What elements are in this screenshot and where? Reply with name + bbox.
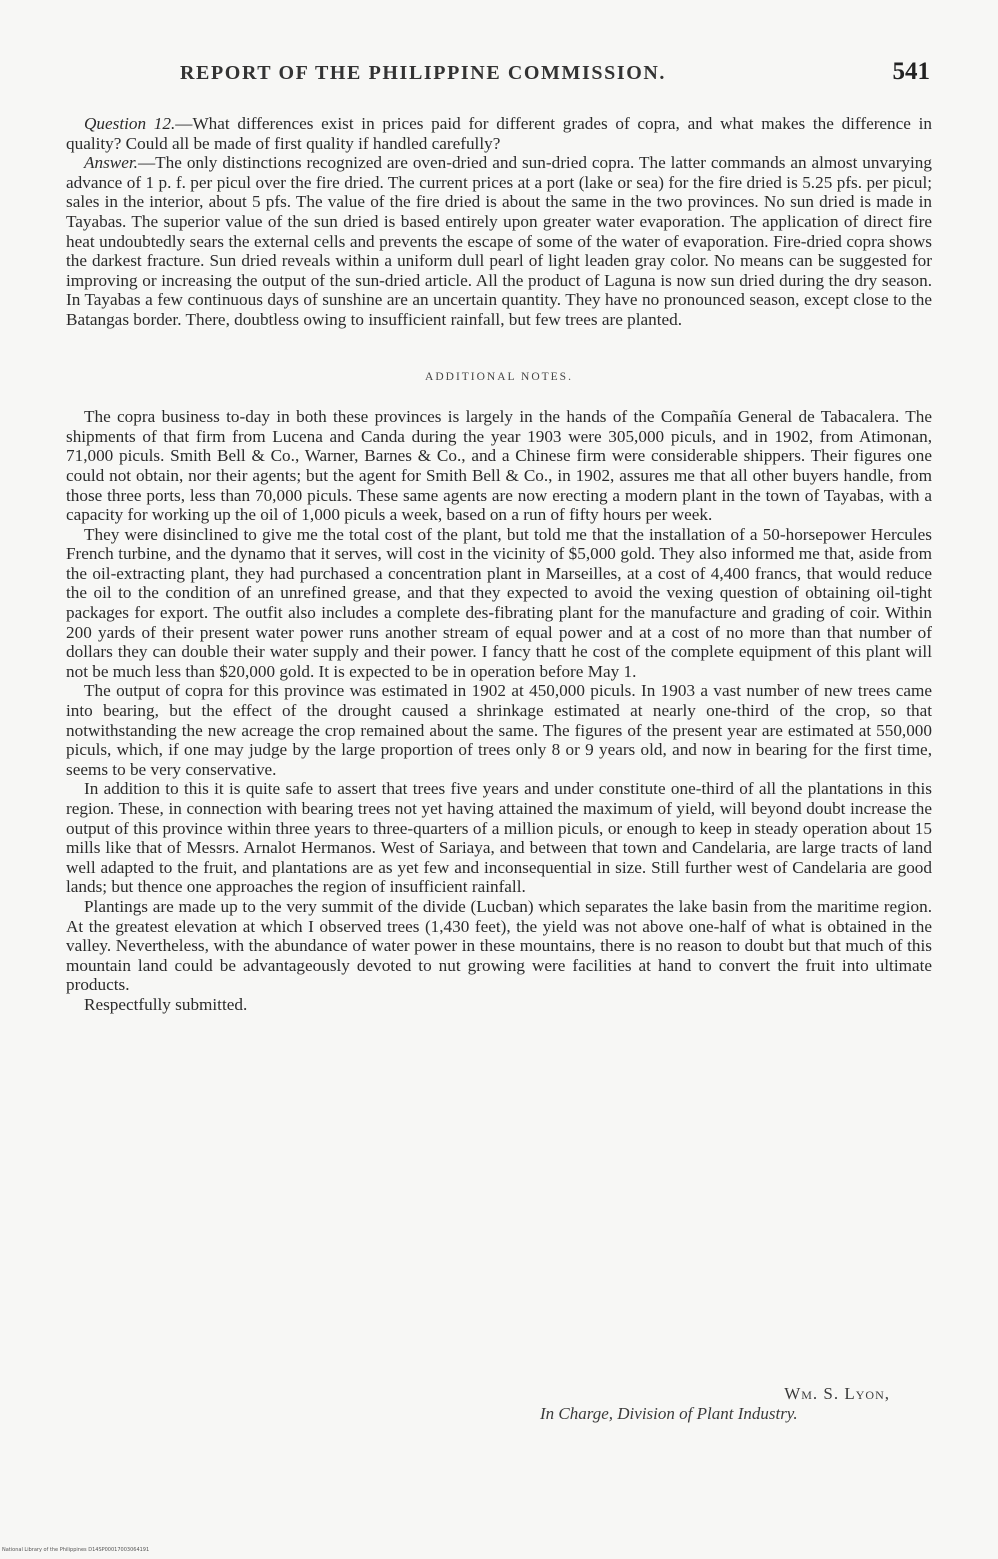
section-heading: ADDITIONAL NOTES. bbox=[425, 370, 573, 383]
question-text: —What differences exist in prices paid for different grades of copra, and what makes the difference in quality? Could all be made of first quality if handled carefully? bbox=[66, 114, 932, 153]
answer-paragraph bbox=[66, 153, 932, 329]
paragraph: In addition to this it is quite safe to assert that trees five years and under constitute one-third of all the plantations in this region. These, in connection with bearing trees not yet having attained the maximum of yield, will beyond doubt increase the output of this province within three years to three-quarters of a million piculs, or enough to keep in steady operation about 15 mills like that of Messrs. Arnalot Hermanos. West of Sariaya, and between that town and Candelaria, are large tracts of land well adapted to the fruit, and plantations are as yet few and inconsequential in size. Still further west of Candelaria are good lands; but thence one approaches the region of insufficient rainfall. bbox=[66, 779, 932, 897]
question-label: Question 12. bbox=[84, 114, 176, 133]
paragraph: Plantings are made up to the very summit of the divide (Lucban) which separates the lake basin from the maritime region. At the greatest elevation at which I observed trees (1,430 feet), the yield was not above one-half of what is obtained in the valley. Nevertheless, with the abundance of water power in these mountains, there is no reason to doubt but that much of this mountain land could be advantageously devoted to nut growing were facilities at hand to convert the fruit into ultimate products. bbox=[66, 896, 932, 995]
signatory-name: Wm. S. Lyon, bbox=[784, 1384, 890, 1403]
paragraph: The output of copra for this province was estimated in 1902 at 450,000 piculs. In 1903 a vast number of new trees came into bearing, but the effect of the drought caused a shrinkage estimated at nearly one-third of the crop, so that notwithstanding the new acreage the crop remained about the same. The figures of the present year are estimated at 550,000 piculs, which, if one may judge by the large proportion of trees only 8 or 9 years old, and now in bearing for the first time, seems to be very conservative. bbox=[66, 681, 932, 779]
closing-line: Respectfully submitted. bbox=[84, 994, 248, 1014]
answer-label: Answer. bbox=[84, 153, 138, 173]
paragraph: They were disinclined to give me the total cost of the plant, but told me that the installation of a 50-horsepower Hercules French turbine, and the dynamo that it serves, will cost in the vicinity of $5,000 gold. They also informed me that, aside from the oil-extracting plant, they had purchased a concentration plant in Marseilles, at a cost of 4,400 francs, that would reduce the oil to the condition of an unrefined grease, and that they expected to avoid the vexing question of obtaining oil-tight packages for export. The outfit also includes a complete des-fibrating plant for the manufacture and grading of coir. Within 200 yards of their present water power runs another stream of equal power and at a cost of no more than that number of dollars they can double their water supply and their power. I fancy thatt he cost of the complete equipment of this plant will not be much less than $20,000 gold. It is expected to be in operation before May 1. bbox=[66, 524, 932, 681]
paragraph: The copra business to-day in both these provinces is largely in the hands of the Compañía General de Tabacalera. The shipments of that firm from Lucena and Canda during the year 1903 were 305,000 piculs, and in 1902, from Atimonan, 71,000 piculs. Smith Bell & Co., Warner, Barnes & Co., and a Chinese firm were considerable shippers. Their figures one could not obtain, nor their agents; but the agent for Smith Bell & Co., in 1902, assures me that all other buyers handle, from those three ports, less than 70,000 piculs. These same agents are now erecting a modern plant in the town of Tayabas, with a capacity for working up the oil of 1,000 piculs a week, based on a run of fifty hours per week. bbox=[66, 407, 932, 525]
answer-text: —The only distinctions recognized are oven-dried and sun-dried copra. The latter commands an almost unvarying advance of 1 p. f. per picul over the fire dried. The current prices at a port (lake or sea) for the fire dried is 5.25 pfs. per picul; sales in the interior, about 5 pfs. The value of the fire dried is about the same in the two provinces. No sun dried is made in Tayabas. The superior value of the sun dried is based entirely upon greater water evaporation. The application of direct fire heat undoubtedly sears the external cells and prevents the escape of some of the water of evaporation. Fire-dried copra shows the darkest fracture. Sun dried reveals within a uniform dull pearl of light leaden gray color. No means can be suggested for improving or increasing the output of the sun-dried article. All the product of Laguna is now sun dried during the dry season. In Tayabas a few continuous days of sunshine are an uncertain quantity. They have no pronounced season, except close to the Batangas border. There, doubtless owing to insufficient rainfall, but few trees are planted. bbox=[66, 153, 932, 329]
signatory-title: In Charge, Division of Plant Industry. bbox=[540, 1404, 798, 1423]
page-header bbox=[62, 58, 930, 94]
page-number: 541 bbox=[892, 58, 930, 85]
scan-credit: National Library of the Philippines D14SP00017003064191 bbox=[2, 1547, 150, 1553]
signature-block bbox=[540, 1384, 930, 1424]
running-title: REPORT OF THE PHILIPPINE COMMISSION. bbox=[180, 62, 667, 84]
body-text bbox=[66, 114, 932, 1015]
question-paragraph bbox=[66, 114, 932, 153]
